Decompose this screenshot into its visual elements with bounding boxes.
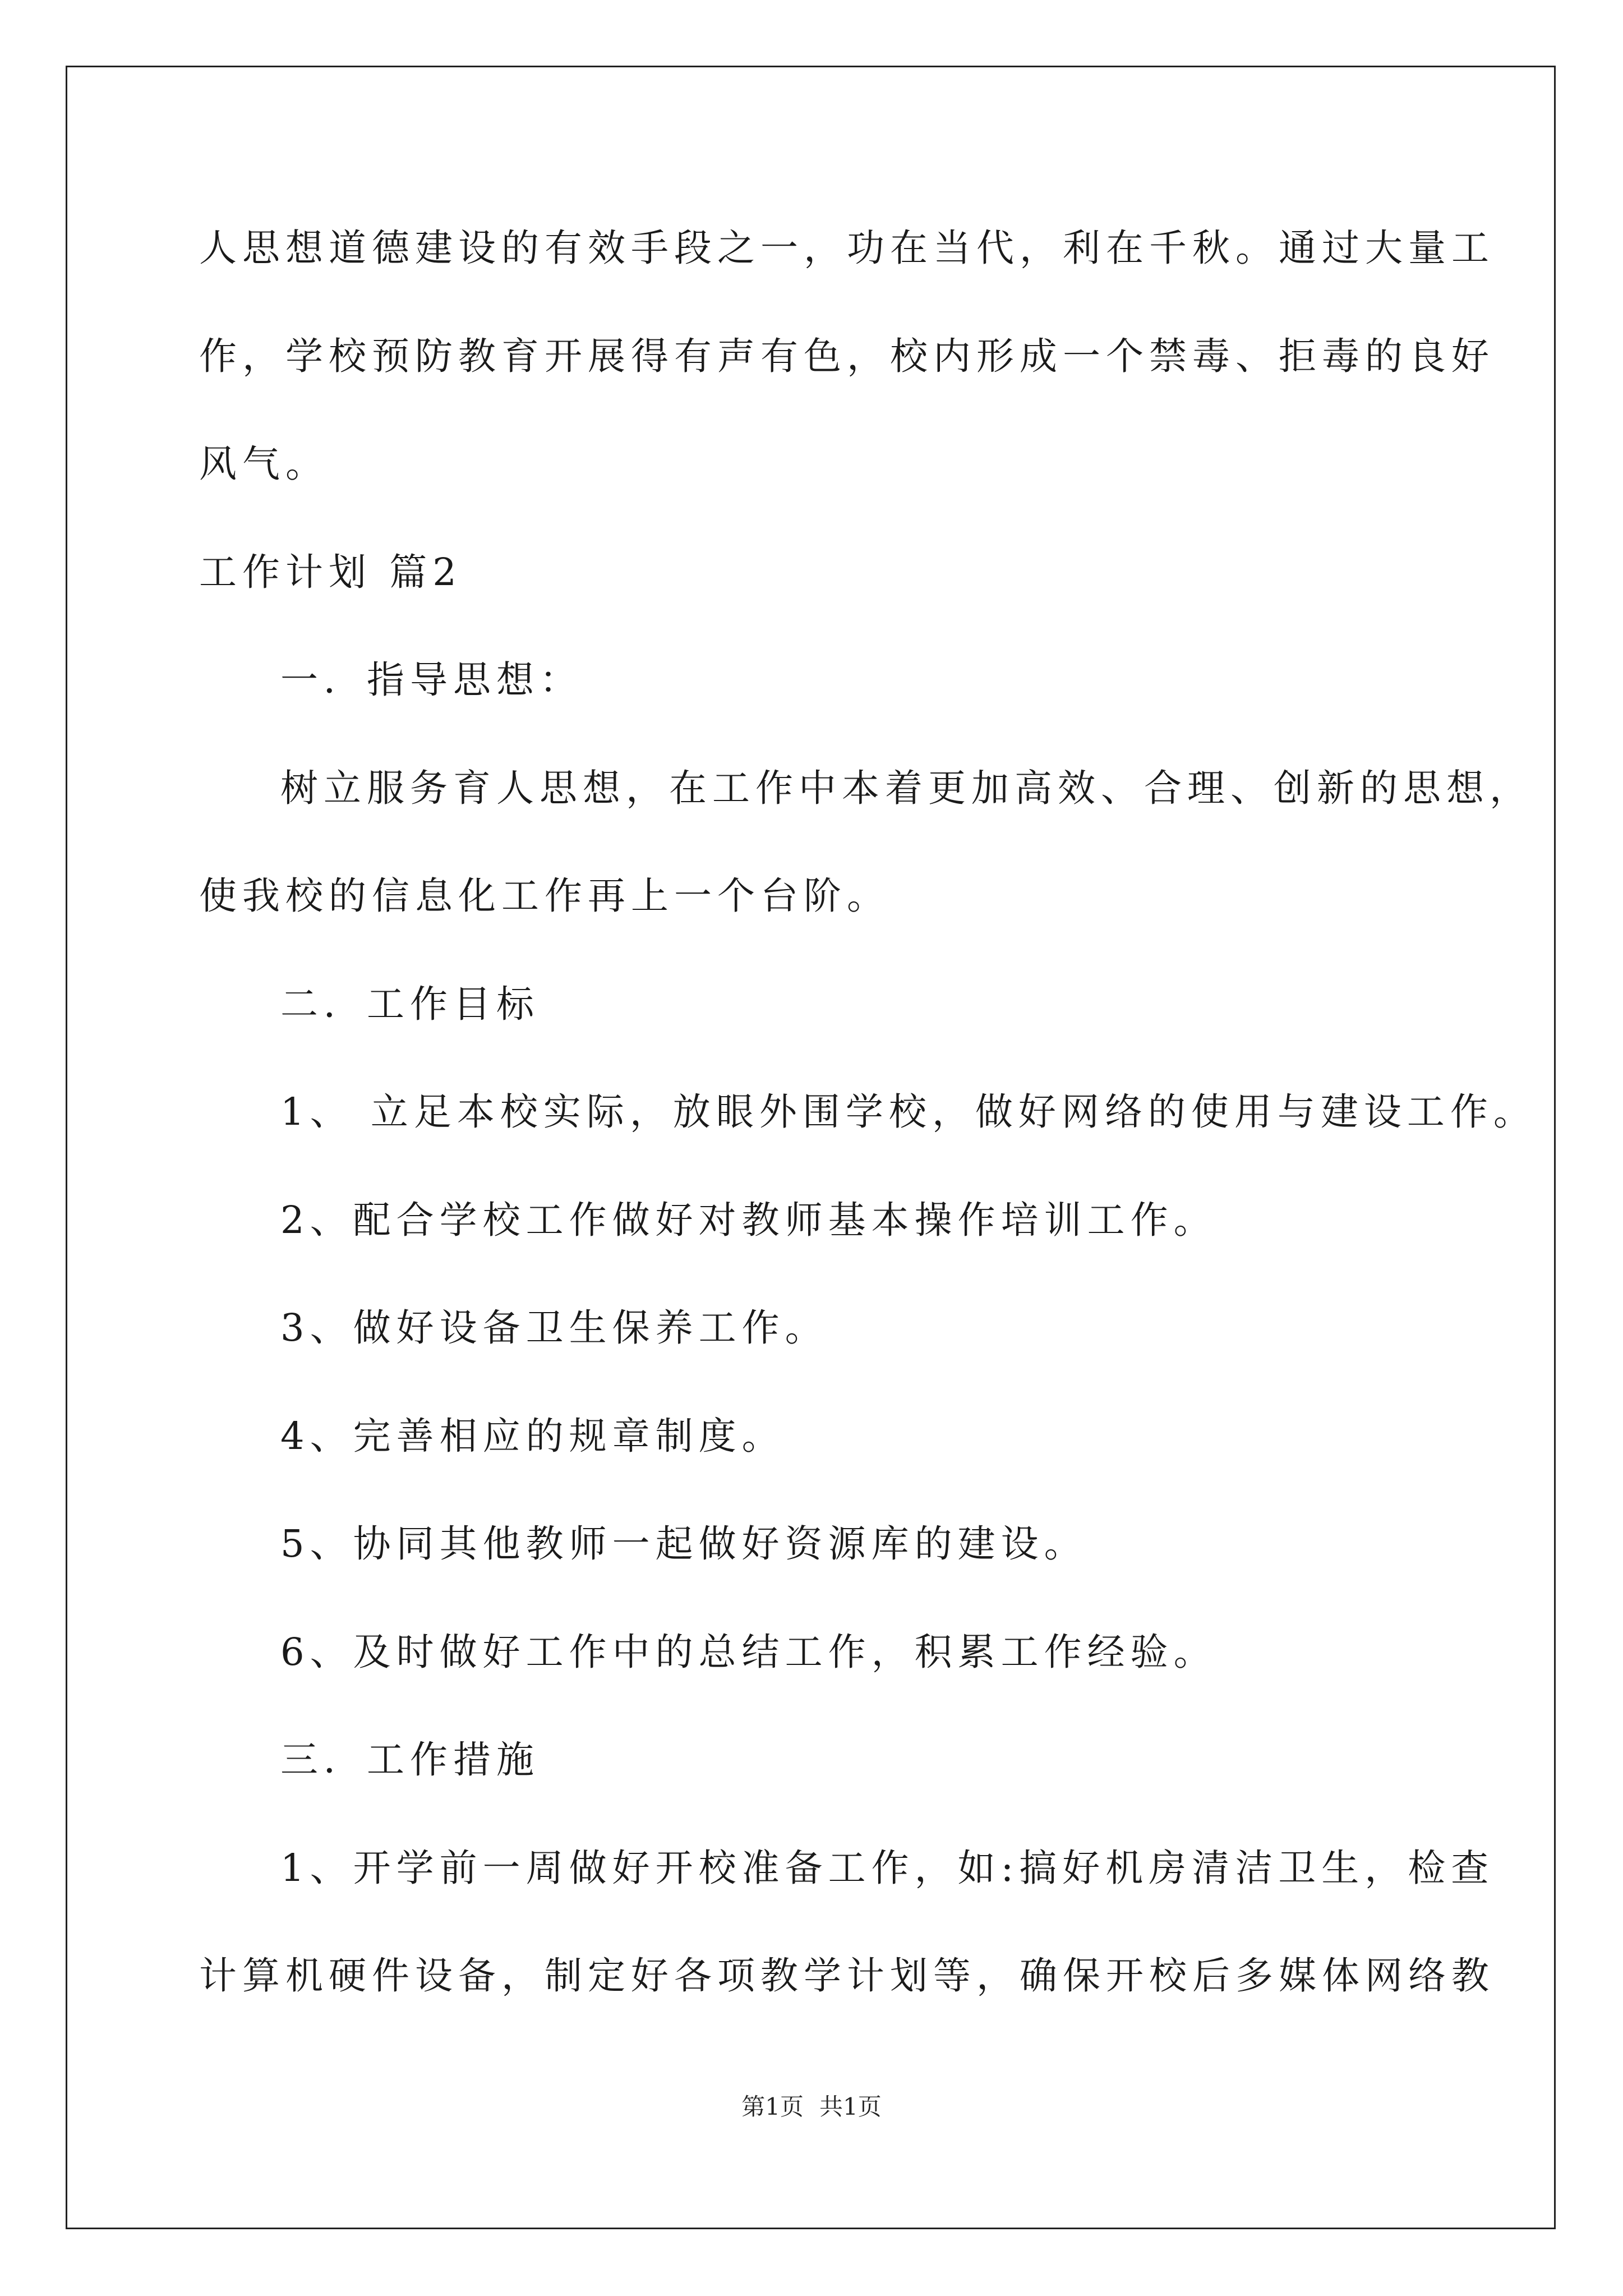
list-item: 5、协同其他教师一起做好资源库的建设。 bbox=[280, 1522, 1087, 1566]
list-item: 1、开学前一周做好开校准备工作，如:搞好机房清洁卫生，检查 bbox=[280, 1846, 1495, 1890]
page-number: 第1页 bbox=[741, 2093, 804, 2120]
text-line: 作，学校预防教育开展得有声有色，校内形成一个禁毒、拒毒的良好 bbox=[199, 334, 1495, 378]
text-line: 使我校的信息化工作再上一个台阶。 bbox=[199, 874, 890, 918]
text-line: 人思想道德建设的有效手段之一，功在当代，利在千秋。通过大量工 bbox=[199, 226, 1495, 270]
text-line: 树立服务育人思想，在工作中本着更加高效、合理、创新的思想， bbox=[280, 766, 1533, 810]
subheading: 二．工作目标 bbox=[280, 982, 540, 1026]
list-item: 4、完善相应的规章制度。 bbox=[280, 1414, 785, 1458]
list-item: 2、配合学校工作做好对教师基本操作培训工作。 bbox=[280, 1198, 1217, 1242]
text-line: 计算机硬件设备，制定好各项教学计划等，确保开校后多媒体网络教 bbox=[199, 1954, 1495, 1998]
subheading: 三．工作措施 bbox=[280, 1738, 540, 1782]
total-pages: 共1页 bbox=[819, 2093, 882, 2120]
text-line: 风气。 bbox=[199, 442, 329, 486]
page-footer bbox=[0, 2091, 1623, 2123]
page-border bbox=[66, 66, 1556, 2229]
list-item: 6、及时做好工作中的总结工作，积累工作经验。 bbox=[280, 1630, 1217, 1674]
list-item: 3、做好设备卫生保养工作。 bbox=[280, 1306, 828, 1350]
subheading: 一．指导思想： bbox=[280, 658, 583, 702]
section-heading: 工作计划 篇2 bbox=[199, 550, 462, 594]
list-item: 1、 立足本校实际，放眼外围学校，做好网络的使用与建设工作。 bbox=[280, 1090, 1537, 1134]
